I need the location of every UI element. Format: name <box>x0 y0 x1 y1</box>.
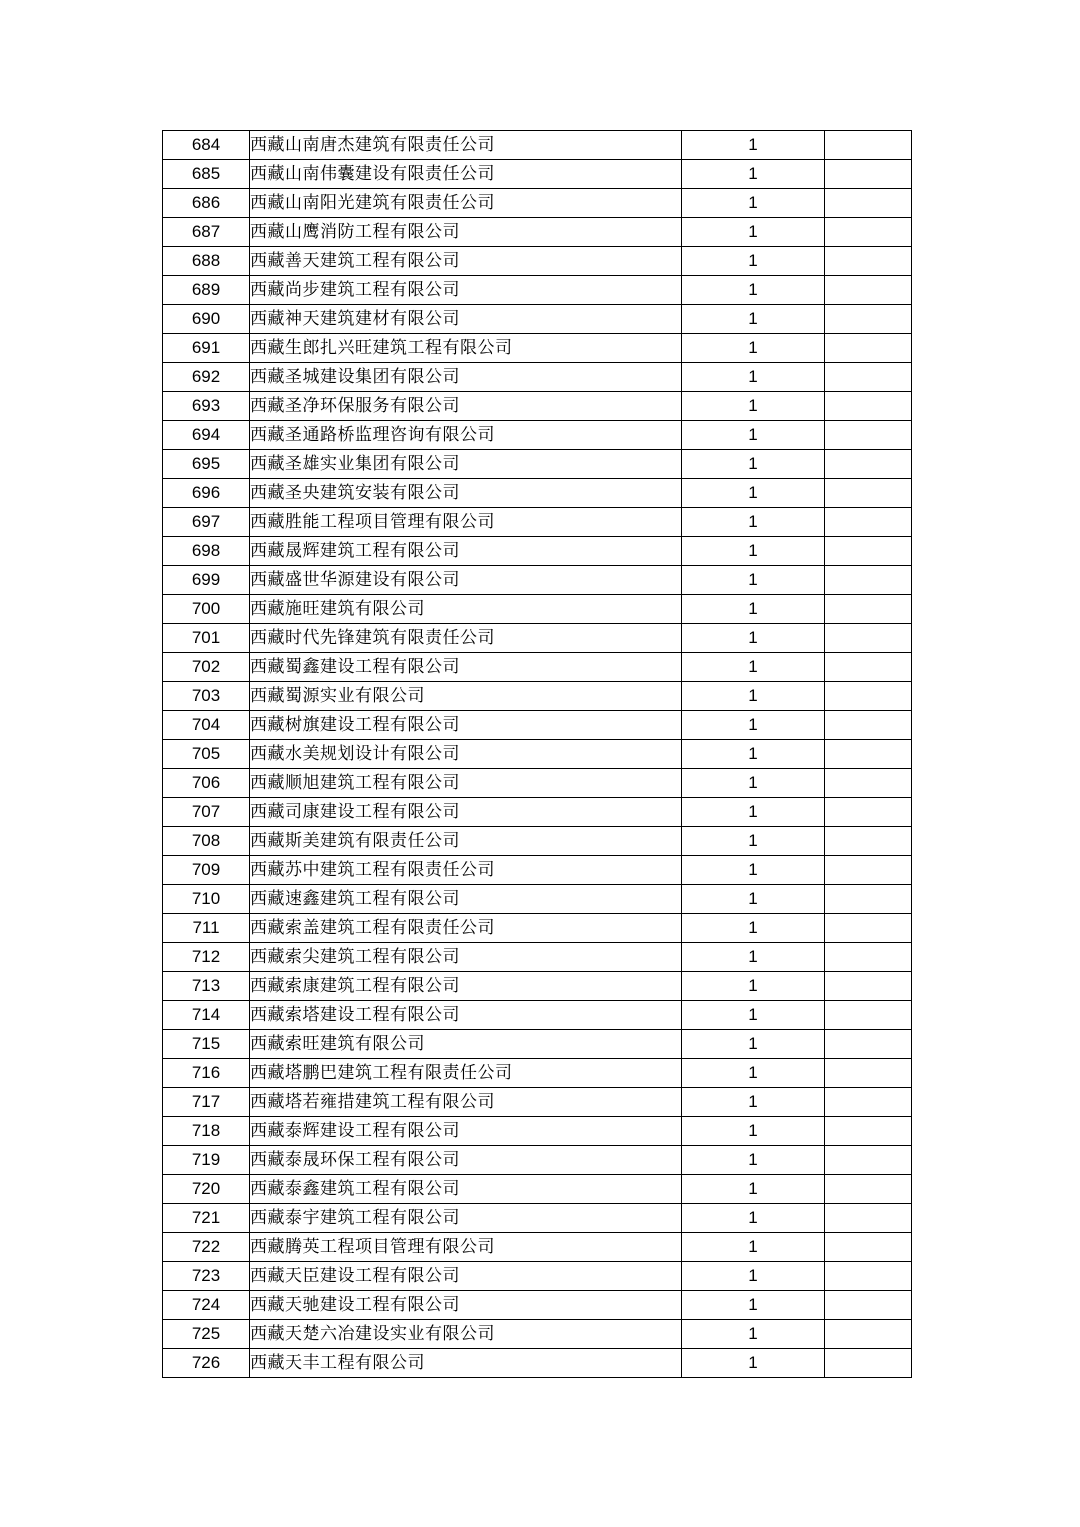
company-name-cell: 西藏泰宇建筑工程有限公司 <box>250 1204 682 1233</box>
table-row <box>163 769 912 798</box>
row-number-cell: 715 <box>163 1030 250 1059</box>
note-cell <box>825 537 912 566</box>
table-row <box>163 189 912 218</box>
row-number-cell: 724 <box>163 1291 250 1320</box>
note-cell <box>825 1349 912 1378</box>
note-cell <box>825 682 912 711</box>
row-number-cell: 714 <box>163 1001 250 1030</box>
row-number-cell: 686 <box>163 189 250 218</box>
row-number-cell: 693 <box>163 392 250 421</box>
note-cell <box>825 1146 912 1175</box>
company-name-cell: 西藏圣雄实业集团有限公司 <box>250 450 682 479</box>
row-number-cell: 706 <box>163 769 250 798</box>
count-cell: 1 <box>682 218 825 247</box>
row-number-cell: 684 <box>163 131 250 160</box>
company-name-cell: 西藏蜀源实业有限公司 <box>250 682 682 711</box>
row-number-cell: 712 <box>163 943 250 972</box>
company-name-cell: 西藏树旗建设工程有限公司 <box>250 711 682 740</box>
company-name-cell: 西藏山南伟囊建设有限责任公司 <box>250 160 682 189</box>
company-name-cell: 西藏尚步建筑工程有限公司 <box>250 276 682 305</box>
count-cell: 1 <box>682 1349 825 1378</box>
note-cell <box>825 276 912 305</box>
company-name-cell: 西藏时代先锋建筑有限责任公司 <box>250 624 682 653</box>
row-number-cell: 726 <box>163 1349 250 1378</box>
row-number-cell: 721 <box>163 1204 250 1233</box>
row-number-cell: 694 <box>163 421 250 450</box>
company-name-cell: 西藏生郎扎兴旺建筑工程有限公司 <box>250 334 682 363</box>
count-cell: 1 <box>682 537 825 566</box>
count-cell: 1 <box>682 421 825 450</box>
company-name-cell: 西藏索尖建筑工程有限公司 <box>250 943 682 972</box>
note-cell <box>825 1088 912 1117</box>
company-name-cell: 西藏索旺建筑有限公司 <box>250 1030 682 1059</box>
company-name-cell: 西藏胜能工程项目管理有限公司 <box>250 508 682 537</box>
table-row <box>163 421 912 450</box>
company-name-cell: 西藏山鹰消防工程有限公司 <box>250 218 682 247</box>
table-row <box>163 653 912 682</box>
row-number-cell: 709 <box>163 856 250 885</box>
count-cell: 1 <box>682 740 825 769</box>
company-name-cell: 西藏速鑫建筑工程有限公司 <box>250 885 682 914</box>
row-number-cell: 702 <box>163 653 250 682</box>
note-cell <box>825 450 912 479</box>
table-row <box>163 218 912 247</box>
row-number-cell: 687 <box>163 218 250 247</box>
note-cell <box>825 189 912 218</box>
table-row <box>163 537 912 566</box>
count-cell: 1 <box>682 1233 825 1262</box>
company-name-cell: 西藏天楚六冶建设实业有限公司 <box>250 1320 682 1349</box>
note-cell <box>825 595 912 624</box>
count-cell: 1 <box>682 1117 825 1146</box>
row-number-cell: 719 <box>163 1146 250 1175</box>
company-name-cell: 西藏山南阳光建筑有限责任公司 <box>250 189 682 218</box>
row-number-cell: 701 <box>163 624 250 653</box>
company-name-cell: 西藏山南唐杰建筑有限责任公司 <box>250 131 682 160</box>
company-name-cell: 西藏塔若雍措建筑工程有限公司 <box>250 1088 682 1117</box>
table-row <box>163 1088 912 1117</box>
count-cell: 1 <box>682 624 825 653</box>
company-name-cell: 西藏索塔建设工程有限公司 <box>250 1001 682 1030</box>
note-cell <box>825 1001 912 1030</box>
note-cell <box>825 247 912 276</box>
note-cell <box>825 1262 912 1291</box>
count-cell: 1 <box>682 363 825 392</box>
note-cell <box>825 1117 912 1146</box>
note-cell <box>825 827 912 856</box>
row-number-cell: 723 <box>163 1262 250 1291</box>
row-number-cell: 705 <box>163 740 250 769</box>
count-cell: 1 <box>682 131 825 160</box>
table-row <box>163 1117 912 1146</box>
note-cell <box>825 1291 912 1320</box>
count-cell: 1 <box>682 595 825 624</box>
table-row <box>163 1059 912 1088</box>
note-cell <box>825 566 912 595</box>
table-row <box>163 334 912 363</box>
company-name-cell: 西藏腾英工程项目管理有限公司 <box>250 1233 682 1262</box>
row-number-cell: 691 <box>163 334 250 363</box>
row-number-cell: 707 <box>163 798 250 827</box>
table-row <box>163 885 912 914</box>
table-row <box>163 1001 912 1030</box>
company-name-cell: 西藏盛世华源建设有限公司 <box>250 566 682 595</box>
note-cell <box>825 1320 912 1349</box>
count-cell: 1 <box>682 914 825 943</box>
table-row <box>163 827 912 856</box>
note-cell <box>825 740 912 769</box>
note-cell <box>825 624 912 653</box>
company-name-cell: 西藏塔鹏巴建筑工程有限责任公司 <box>250 1059 682 1088</box>
row-number-cell: 689 <box>163 276 250 305</box>
table-row <box>163 972 912 1001</box>
note-cell <box>825 943 912 972</box>
table-row <box>163 711 912 740</box>
note-cell <box>825 160 912 189</box>
note-cell <box>825 972 912 1001</box>
table-row <box>163 247 912 276</box>
row-number-cell: 716 <box>163 1059 250 1088</box>
count-cell: 1 <box>682 653 825 682</box>
table-row <box>163 131 912 160</box>
row-number-cell: 708 <box>163 827 250 856</box>
company-name-cell: 西藏司康建设工程有限公司 <box>250 798 682 827</box>
count-cell: 1 <box>682 247 825 276</box>
row-number-cell: 688 <box>163 247 250 276</box>
row-number-cell: 690 <box>163 305 250 334</box>
note-cell <box>825 711 912 740</box>
table-row <box>163 1320 912 1349</box>
row-number-cell: 703 <box>163 682 250 711</box>
count-cell: 1 <box>682 972 825 1001</box>
count-cell: 1 <box>682 1059 825 1088</box>
table-row <box>163 1175 912 1204</box>
count-cell: 1 <box>682 189 825 218</box>
company-name-cell: 西藏天臣建设工程有限公司 <box>250 1262 682 1291</box>
row-number-cell: 698 <box>163 537 250 566</box>
table-row <box>163 856 912 885</box>
table-row <box>163 740 912 769</box>
company-name-cell: 西藏善天建筑工程有限公司 <box>250 247 682 276</box>
count-cell: 1 <box>682 276 825 305</box>
table-row <box>163 1030 912 1059</box>
note-cell <box>825 798 912 827</box>
note-cell <box>825 363 912 392</box>
table-row <box>163 682 912 711</box>
row-number-cell: 722 <box>163 1233 250 1262</box>
note-cell <box>825 1059 912 1088</box>
table-row <box>163 1146 912 1175</box>
row-number-cell: 699 <box>163 566 250 595</box>
company-name-cell: 西藏水美规划设计有限公司 <box>250 740 682 769</box>
count-cell: 1 <box>682 827 825 856</box>
company-list-table <box>162 130 912 1378</box>
note-cell <box>825 508 912 537</box>
company-name-cell: 西藏泰鑫建筑工程有限公司 <box>250 1175 682 1204</box>
company-name-cell: 西藏索盖建筑工程有限责任公司 <box>250 914 682 943</box>
count-cell: 1 <box>682 1291 825 1320</box>
company-name-cell: 西藏圣通路桥监理咨询有限公司 <box>250 421 682 450</box>
count-cell: 1 <box>682 1175 825 1204</box>
count-cell: 1 <box>682 160 825 189</box>
count-cell: 1 <box>682 450 825 479</box>
count-cell: 1 <box>682 885 825 914</box>
count-cell: 1 <box>682 856 825 885</box>
table-row <box>163 914 912 943</box>
note-cell <box>825 885 912 914</box>
count-cell: 1 <box>682 711 825 740</box>
count-cell: 1 <box>682 1001 825 1030</box>
table-row <box>163 566 912 595</box>
company-name-cell: 西藏天驰建设工程有限公司 <box>250 1291 682 1320</box>
table-row <box>163 450 912 479</box>
count-cell: 1 <box>682 1262 825 1291</box>
company-name-cell: 西藏索康建筑工程有限公司 <box>250 972 682 1001</box>
count-cell: 1 <box>682 1146 825 1175</box>
count-cell: 1 <box>682 334 825 363</box>
table-row <box>163 943 912 972</box>
row-number-cell: 718 <box>163 1117 250 1146</box>
table-row <box>163 392 912 421</box>
row-number-cell: 704 <box>163 711 250 740</box>
count-cell: 1 <box>682 1204 825 1233</box>
count-cell: 1 <box>682 392 825 421</box>
note-cell <box>825 131 912 160</box>
count-cell: 1 <box>682 798 825 827</box>
table-row <box>163 276 912 305</box>
table-row <box>163 479 912 508</box>
table-row <box>163 624 912 653</box>
table-row <box>163 363 912 392</box>
row-number-cell: 695 <box>163 450 250 479</box>
row-number-cell: 696 <box>163 479 250 508</box>
count-cell: 1 <box>682 769 825 798</box>
company-name-cell: 西藏苏中建筑工程有限责任公司 <box>250 856 682 885</box>
company-name-cell: 西藏圣净环保服务有限公司 <box>250 392 682 421</box>
count-cell: 1 <box>682 566 825 595</box>
table-row <box>163 160 912 189</box>
company-name-cell: 西藏天丰工程有限公司 <box>250 1349 682 1378</box>
note-cell <box>825 769 912 798</box>
note-cell <box>825 856 912 885</box>
row-number-cell: 710 <box>163 885 250 914</box>
table-row <box>163 595 912 624</box>
company-name-cell: 西藏泰晟环保工程有限公司 <box>250 1146 682 1175</box>
row-number-cell: 692 <box>163 363 250 392</box>
note-cell <box>825 1030 912 1059</box>
count-cell: 1 <box>682 508 825 537</box>
company-name-cell: 西藏泰辉建设工程有限公司 <box>250 1117 682 1146</box>
count-cell: 1 <box>682 943 825 972</box>
company-name-cell: 西藏晟辉建筑工程有限公司 <box>250 537 682 566</box>
note-cell <box>825 479 912 508</box>
count-cell: 1 <box>682 479 825 508</box>
note-cell <box>825 421 912 450</box>
table-body <box>163 131 912 1378</box>
company-name-cell: 西藏顺旭建筑工程有限公司 <box>250 769 682 798</box>
note-cell <box>825 914 912 943</box>
note-cell <box>825 653 912 682</box>
table-row <box>163 1204 912 1233</box>
row-number-cell: 717 <box>163 1088 250 1117</box>
row-number-cell: 685 <box>163 160 250 189</box>
company-name-cell: 西藏斯美建筑有限责任公司 <box>250 827 682 856</box>
note-cell <box>825 305 912 334</box>
note-cell <box>825 1175 912 1204</box>
note-cell <box>825 218 912 247</box>
note-cell <box>825 1204 912 1233</box>
company-name-cell: 西藏圣城建设集团有限公司 <box>250 363 682 392</box>
table-row <box>163 1291 912 1320</box>
table-row <box>163 508 912 537</box>
count-cell: 1 <box>682 682 825 711</box>
table-row <box>163 305 912 334</box>
table-row <box>163 1349 912 1378</box>
row-number-cell: 713 <box>163 972 250 1001</box>
note-cell <box>825 334 912 363</box>
count-cell: 1 <box>682 1088 825 1117</box>
note-cell <box>825 392 912 421</box>
company-name-cell: 西藏施旺建筑有限公司 <box>250 595 682 624</box>
count-cell: 1 <box>682 1320 825 1349</box>
row-number-cell: 720 <box>163 1175 250 1204</box>
row-number-cell: 711 <box>163 914 250 943</box>
table-row <box>163 1262 912 1291</box>
count-cell: 1 <box>682 1030 825 1059</box>
row-number-cell: 697 <box>163 508 250 537</box>
note-cell <box>825 1233 912 1262</box>
company-name-cell: 西藏神天建筑建材有限公司 <box>250 305 682 334</box>
row-number-cell: 700 <box>163 595 250 624</box>
company-name-cell: 西藏蜀鑫建设工程有限公司 <box>250 653 682 682</box>
company-name-cell: 西藏圣央建筑安装有限公司 <box>250 479 682 508</box>
table-row <box>163 1233 912 1262</box>
count-cell: 1 <box>682 305 825 334</box>
table-row <box>163 798 912 827</box>
row-number-cell: 725 <box>163 1320 250 1349</box>
